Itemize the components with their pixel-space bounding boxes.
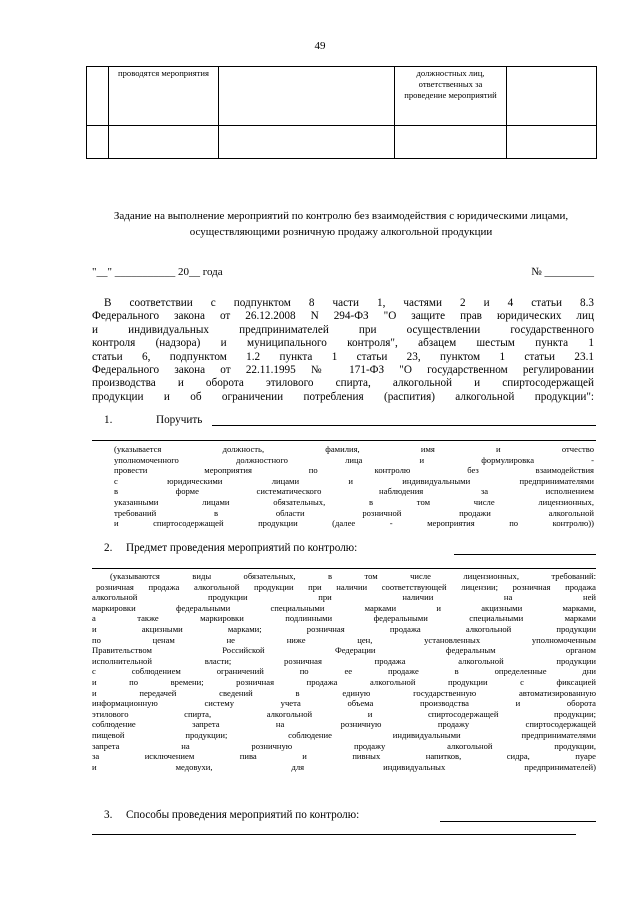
- task-title-line: Задание на выполнение мероприятий по контролю без взаимодействия с юридическими лицами,: [113, 210, 569, 222]
- table-cell: [507, 67, 597, 126]
- paragraph-line: контроля (надзора) и муниципального контроля", абзацем шестым пункта 1: [92, 337, 594, 350]
- note-line: (указываются виды обязательных, в том числе лицензионных, требований:: [110, 571, 596, 581]
- table-cell: [109, 126, 219, 159]
- paragraph-line: Федерального закона от 26.12.2008 N 294-ФЗ "О защите прав юридических лиц: [92, 310, 594, 323]
- task-title-line: осуществляющими розничную продажу алкогольной продукции: [189, 226, 493, 238]
- note-line: за исключением пива и пивных напитков, сидра, пуаре: [92, 751, 596, 762]
- note-line: в форме систематического наблюдения за исполнением: [114, 486, 594, 497]
- table-row: [87, 67, 597, 126]
- note-line: Правительством Российской Федерации федеральным органом: [92, 645, 596, 656]
- item-1-number: 1.: [104, 414, 113, 426]
- table-cell: проводятся мероприятия: [109, 67, 219, 126]
- item-2-number: 2.: [104, 542, 113, 554]
- note-line: и акцизными марками; розничная продажа алкогольной продукции: [92, 623, 596, 634]
- fill-line: [92, 834, 576, 835]
- paragraph-line: Федерального закона от 22.11.1995 № 171-ФЗ "О государственном регулировании: [92, 364, 594, 377]
- note-line: и спиртосодержащей продукции (далее - мероприятия по контролю)): [114, 518, 594, 529]
- note-line: (указывается должность, фамилия, имя и отчество: [114, 444, 594, 454]
- item-3-label: Способы проведения мероприятий по контролю:: [126, 809, 360, 821]
- note-line: уполномоченного должностного лица и формулировка -: [114, 454, 594, 465]
- page-number: 49: [314, 40, 326, 52]
- date-field: "__" ___________ 20__ года: [92, 266, 223, 278]
- document-number-field: № _________: [531, 266, 594, 278]
- table-cell: должностных лиц, ответственных за проведение мероприятий: [395, 67, 507, 126]
- paragraph-line: продукции и об ограничении потребления (распития) алкогольной продукции":: [92, 390, 594, 403]
- item-3-number: 3.: [104, 809, 113, 821]
- table-cell: [219, 67, 395, 126]
- table-cell: [395, 126, 507, 159]
- note-line: с соблюдением ограничений по ее продаже в определенные дни: [92, 666, 596, 677]
- table-row: [87, 126, 597, 159]
- paragraph-line: производства и оборота этилового спирта, алкогольной и спиртосодержащей: [92, 377, 594, 390]
- note-line: требований в области розничной продажи алкогольной: [114, 507, 594, 518]
- note-line: пищевой продукции; соблюдение индивидуальными предпринимателями: [92, 729, 596, 740]
- note-line: а также маркировки подлинными федеральными специальными марками: [92, 613, 596, 624]
- paragraph-line: и индивидуальных предпринимателей при осуществлении государственного: [92, 323, 594, 336]
- note-line: исполнительной власти; розничная продажа алкогольной продукции: [92, 655, 596, 666]
- item-1-label: Поручить: [156, 414, 203, 426]
- table-cell: [87, 67, 109, 126]
- note-line: по ценам не ниже цен, установленных уполномоченным: [92, 634, 596, 645]
- intro-paragraph: [92, 297, 594, 404]
- paragraph-line: В соответствии с подпунктом 8 части 1, частями 2 и 4 статьи 8.3: [104, 297, 594, 309]
- note-line: соблюдение запрета на розничную продажу спиртосодержащей: [92, 719, 596, 730]
- note-line: информационную систему учета объема производства и оборота: [92, 698, 596, 709]
- note-line: указанными лицами обязательных, в том числе лицензионных,: [114, 496, 594, 507]
- item-1-note: [92, 444, 594, 529]
- fill-line: [440, 821, 596, 822]
- note-line: и медовухи, для индивидуальных предпринимателей): [92, 761, 596, 772]
- note-line: этилового спирта, алкогольной и спиртосодержащей продукции;: [92, 708, 596, 719]
- note-line: запрета на розничную продажу алкогольной продукции,: [92, 740, 596, 751]
- item-2-label: Предмет проведения мероприятий по контролю:: [126, 542, 358, 554]
- fill-line: [92, 568, 596, 569]
- table-cell: [219, 126, 395, 159]
- note-line: и по времени; розничная продажа алкогольной продукции с фиксацией: [92, 676, 596, 687]
- paragraph-line: статьи 6, подпунктом 1.2 пункта 1 статьи 23, пунктом 1 статьи 23.1: [92, 350, 594, 363]
- fill-line: [454, 554, 596, 555]
- note-line: маркировки федеральными специальными марками и акцизными марками,: [92, 602, 596, 613]
- continued-table: [86, 66, 597, 159]
- task-title: [86, 208, 596, 240]
- item-2-note: [92, 571, 596, 772]
- fill-line: [92, 440, 596, 441]
- note-line: розничная продажа алкогольной продукции при наличии соответствующей лицензии; розничная продажа: [96, 581, 596, 592]
- note-line: провести мероприятия по контролю без взаимодействия: [114, 465, 594, 476]
- note-line: с юридическими лицами и индивидуальными предпринимателями: [114, 475, 594, 486]
- table-cell: [507, 126, 597, 159]
- note-line: и передачей сведений в единую государственную автоматизированную: [92, 687, 596, 698]
- note-line: алкогольной продукции при наличии на ней: [92, 592, 596, 603]
- fill-line: [212, 425, 596, 426]
- table-cell: [87, 126, 109, 159]
